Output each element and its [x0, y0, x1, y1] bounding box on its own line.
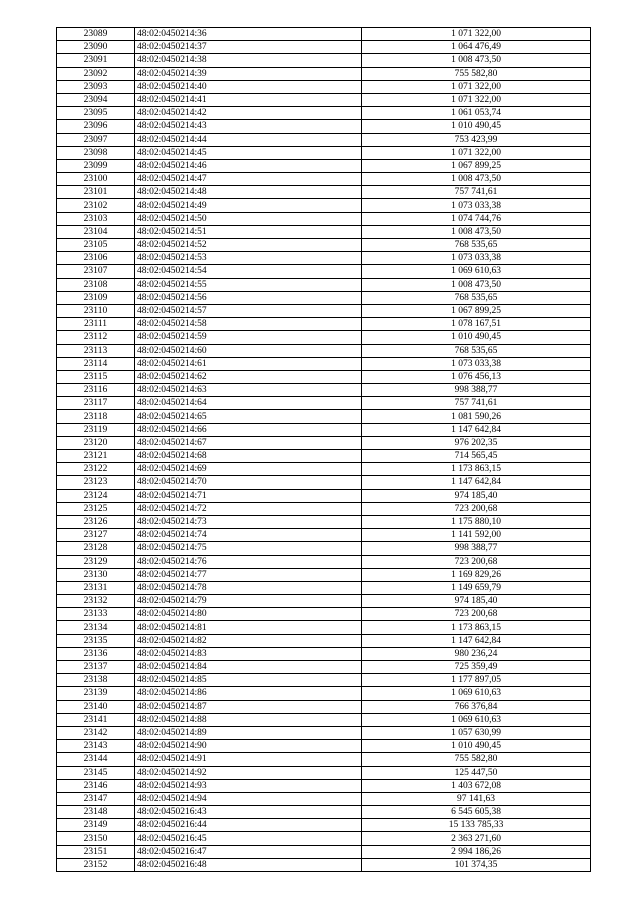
row-number-cell: 23129 [57, 555, 135, 568]
table-row [57, 529, 591, 542]
row-number-cell: 23114 [57, 357, 135, 370]
table-row [57, 291, 591, 304]
row-number-cell: 23145 [57, 766, 135, 779]
cadastral-value-cell: 1 010 490,45 [362, 120, 591, 133]
cadastral-number-cell: 48:02:0450214:71 [135, 489, 362, 502]
cadastral-number-cell: 48:02:0450214:94 [135, 792, 362, 805]
cadastral-number-cell: 48:02:0450214:93 [135, 779, 362, 792]
cadastral-number-cell: 48:02:0450214:56 [135, 291, 362, 304]
table-row [57, 542, 591, 555]
cadastral-value-cell: 980 236,24 [362, 647, 591, 660]
cadastral-value-cell: 2 363 271,60 [362, 832, 591, 845]
cadastral-number-cell: 48:02:0450214:76 [135, 555, 362, 568]
table-row [57, 779, 591, 792]
cadastral-value-cell: 1 147 642,84 [362, 476, 591, 489]
row-number-cell: 23138 [57, 674, 135, 687]
cadastral-number-cell: 48:02:0450214:54 [135, 265, 362, 278]
row-number-cell: 23104 [57, 225, 135, 238]
cadastral-value-cell: 723 200,68 [362, 502, 591, 515]
table-row [57, 832, 591, 845]
table-row [57, 120, 591, 133]
row-number-cell: 23121 [57, 450, 135, 463]
cadastral-number-cell: 48:02:0450216:47 [135, 845, 362, 858]
table-row [57, 67, 591, 80]
table-row [57, 41, 591, 54]
table-row [57, 647, 591, 660]
cadastral-number-cell: 48:02:0450214:73 [135, 515, 362, 528]
row-number-cell: 23089 [57, 28, 135, 41]
table-row [57, 502, 591, 515]
cadastral-value-cell: 1 008 473,50 [362, 173, 591, 186]
cadastral-value-cell: 1 169 829,26 [362, 568, 591, 581]
table-row [57, 766, 591, 779]
row-number-cell: 23115 [57, 370, 135, 383]
cadastral-number-cell: 48:02:0450216:44 [135, 819, 362, 832]
cadastral-value-cell: 768 535,65 [362, 239, 591, 252]
cadastral-number-cell: 48:02:0450216:43 [135, 806, 362, 819]
cadastral-number-cell: 48:02:0450214:41 [135, 93, 362, 106]
table-row [57, 344, 591, 357]
table-row [57, 568, 591, 581]
table-row [57, 634, 591, 647]
cadastral-number-cell: 48:02:0450214:70 [135, 476, 362, 489]
row-number-cell: 23151 [57, 845, 135, 858]
table-row [57, 199, 591, 212]
row-number-cell: 23125 [57, 502, 135, 515]
table-row [57, 450, 591, 463]
table-row [57, 278, 591, 291]
cadastral-value-cell: 1 071 322,00 [362, 93, 591, 106]
row-number-cell: 23107 [57, 265, 135, 278]
row-number-cell: 23137 [57, 661, 135, 674]
table-row [57, 806, 591, 819]
row-number-cell: 23106 [57, 252, 135, 265]
cadastral-number-cell: 48:02:0450214:51 [135, 225, 362, 238]
row-number-cell: 23140 [57, 700, 135, 713]
table-row [57, 515, 591, 528]
row-number-cell: 23126 [57, 515, 135, 528]
cadastral-value-cell: 125 447,50 [362, 766, 591, 779]
row-number-cell: 23099 [57, 159, 135, 172]
cadastral-number-cell: 48:02:0450214:81 [135, 621, 362, 634]
cadastral-number-cell: 48:02:0450214:85 [135, 674, 362, 687]
table-row [57, 28, 591, 41]
row-number-cell: 23136 [57, 647, 135, 660]
cadastral-value-cell: 2 994 186,26 [362, 845, 591, 858]
cadastral-value-cell: 1 147 642,84 [362, 423, 591, 436]
row-number-cell: 23094 [57, 93, 135, 106]
cadastral-value-cell: 976 202,35 [362, 436, 591, 449]
cadastral-value-cell: 768 535,65 [362, 291, 591, 304]
row-number-cell: 23098 [57, 146, 135, 159]
cadastral-number-cell: 48:02:0450214:57 [135, 304, 362, 317]
row-number-cell: 23124 [57, 489, 135, 502]
cadastral-value-cell: 1 173 863,15 [362, 621, 591, 634]
table-row [57, 436, 591, 449]
cadastral-value-cell: 1 081 590,26 [362, 410, 591, 423]
cadastral-value-cell: 1 067 899,25 [362, 304, 591, 317]
row-number-cell: 23109 [57, 291, 135, 304]
cadastral-value-cell: 15 133 785,33 [362, 819, 591, 832]
cadastral-value-cell: 1 061 053,74 [362, 107, 591, 120]
cadastral-number-cell: 48:02:0450214:38 [135, 54, 362, 67]
row-number-cell: 23113 [57, 344, 135, 357]
row-number-cell: 23128 [57, 542, 135, 555]
cadastral-number-cell: 48:02:0450214:50 [135, 212, 362, 225]
cadastral-number-cell: 48:02:0450214:39 [135, 67, 362, 80]
cadastral-value-cell: 1 071 322,00 [362, 80, 591, 93]
cadastral-value-cell: 1 069 610,63 [362, 713, 591, 726]
cadastral-number-cell: 48:02:0450214:46 [135, 159, 362, 172]
cadastral-value-cell: 1 073 033,38 [362, 357, 591, 370]
table-row [57, 581, 591, 594]
cadastral-number-cell: 48:02:0450214:91 [135, 753, 362, 766]
table-row [57, 819, 591, 832]
row-number-cell: 23103 [57, 212, 135, 225]
table-row [57, 687, 591, 700]
table-row [57, 753, 591, 766]
cadastral-value-cell: 998 388,77 [362, 542, 591, 555]
row-number-cell: 23150 [57, 832, 135, 845]
row-number-cell: 23095 [57, 107, 135, 120]
row-number-cell: 23120 [57, 436, 135, 449]
row-number-cell: 23149 [57, 819, 135, 832]
cadastral-value-cell: 1 073 033,38 [362, 252, 591, 265]
cadastral-value-cell: 1 010 490,45 [362, 331, 591, 344]
cadastral-value-cell: 1 149 659,79 [362, 581, 591, 594]
cadastral-value-cell: 755 582,80 [362, 753, 591, 766]
cadastral-value-cell: 714 565,45 [362, 450, 591, 463]
cadastral-value-cell: 723 200,68 [362, 608, 591, 621]
row-number-cell: 23118 [57, 410, 135, 423]
table-row [57, 239, 591, 252]
cadastral-number-cell: 48:02:0450214:45 [135, 146, 362, 159]
table-row [57, 265, 591, 278]
cadastral-number-cell: 48:02:0450214:52 [135, 239, 362, 252]
row-number-cell: 23112 [57, 331, 135, 344]
cadastral-number-cell: 48:02:0450214:63 [135, 384, 362, 397]
cadastral-value-cell: 757 741,61 [362, 397, 591, 410]
row-number-cell: 23152 [57, 858, 135, 871]
row-number-cell: 23141 [57, 713, 135, 726]
row-number-cell: 23133 [57, 608, 135, 621]
row-number-cell: 23102 [57, 199, 135, 212]
cadastral-value-cell: 723 200,68 [362, 555, 591, 568]
row-number-cell: 23130 [57, 568, 135, 581]
table-body [57, 28, 591, 872]
row-number-cell: 23139 [57, 687, 135, 700]
cadastral-number-cell: 48:02:0450214:47 [135, 173, 362, 186]
cadastral-value-cell: 1 078 167,51 [362, 318, 591, 331]
row-number-cell: 23119 [57, 423, 135, 436]
cadastral-value-cell: 1 010 490,45 [362, 740, 591, 753]
cadastral-number-cell: 48:02:0450214:58 [135, 318, 362, 331]
cadastral-number-cell: 48:02:0450214:92 [135, 766, 362, 779]
cadastral-value-cell: 755 582,80 [362, 67, 591, 80]
row-number-cell: 23123 [57, 476, 135, 489]
table-row [57, 397, 591, 410]
table-row [57, 740, 591, 753]
cadastral-number-cell: 48:02:0450214:88 [135, 713, 362, 726]
table-row [57, 186, 591, 199]
cadastral-number-cell: 48:02:0450216:48 [135, 858, 362, 871]
cadastral-number-cell: 48:02:0450214:40 [135, 80, 362, 93]
table-row [57, 463, 591, 476]
row-number-cell: 23147 [57, 792, 135, 805]
table-row [57, 80, 591, 93]
row-number-cell: 23093 [57, 80, 135, 93]
table-row [57, 674, 591, 687]
table-row [57, 357, 591, 370]
table-row [57, 845, 591, 858]
cadastral-number-cell: 48:02:0450216:45 [135, 832, 362, 845]
row-number-cell: 23105 [57, 239, 135, 252]
cadastral-number-cell: 48:02:0450214:44 [135, 133, 362, 146]
row-number-cell: 23146 [57, 779, 135, 792]
cadastral-value-cell: 1 147 642,84 [362, 634, 591, 647]
table-row [57, 252, 591, 265]
table-row [57, 107, 591, 120]
table-row [57, 476, 591, 489]
table-row [57, 621, 591, 634]
row-number-cell: 23134 [57, 621, 135, 634]
cadastral-number-cell: 48:02:0450214:77 [135, 568, 362, 581]
cadastral-value-cell: 1 008 473,50 [362, 54, 591, 67]
row-number-cell: 23116 [57, 384, 135, 397]
cadastral-number-cell: 48:02:0450214:66 [135, 423, 362, 436]
cadastral-number-cell: 48:02:0450214:82 [135, 634, 362, 647]
cadastral-value-cell: 6 545 605,38 [362, 806, 591, 819]
cadastral-number-cell: 48:02:0450214:69 [135, 463, 362, 476]
cadastral-number-cell: 48:02:0450214:61 [135, 357, 362, 370]
table-row [57, 423, 591, 436]
cadastral-value-cell: 1 173 863,15 [362, 463, 591, 476]
cadastral-number-cell: 48:02:0450214:89 [135, 726, 362, 739]
row-number-cell: 23091 [57, 54, 135, 67]
cadastral-value-cell: 1 069 610,63 [362, 265, 591, 278]
table-row [57, 595, 591, 608]
cadastral-value-cell: 974 185,40 [362, 489, 591, 502]
row-number-cell: 23148 [57, 806, 135, 819]
cadastral-value-cell: 1 071 322,00 [362, 146, 591, 159]
row-number-cell: 23127 [57, 529, 135, 542]
row-number-cell: 23135 [57, 634, 135, 647]
row-number-cell: 23108 [57, 278, 135, 291]
row-number-cell: 23142 [57, 726, 135, 739]
table-row [57, 159, 591, 172]
table-row [57, 410, 591, 423]
cadastral-number-cell: 48:02:0450214:90 [135, 740, 362, 753]
cadastral-value-cell: 1 177 897,05 [362, 674, 591, 687]
cadastral-value-cell: 766 376,84 [362, 700, 591, 713]
cadastral-number-cell: 48:02:0450214:59 [135, 331, 362, 344]
cadastral-value-cell: 753 423,99 [362, 133, 591, 146]
row-number-cell: 23097 [57, 133, 135, 146]
table-row [57, 726, 591, 739]
cadastral-value-cell: 1 175 880,10 [362, 515, 591, 528]
row-number-cell: 23092 [57, 67, 135, 80]
row-number-cell: 23101 [57, 186, 135, 199]
cadastral-value-cell: 1 071 322,00 [362, 28, 591, 41]
cadastral-value-cell: 757 741,61 [362, 186, 591, 199]
row-number-cell: 23131 [57, 581, 135, 594]
table-row [57, 212, 591, 225]
table-row [57, 608, 591, 621]
cadastral-number-cell: 48:02:0450214:42 [135, 107, 362, 120]
table-row [57, 858, 591, 871]
cadastral-value-cell: 1 141 592,00 [362, 529, 591, 542]
cadastral-number-cell: 48:02:0450214:79 [135, 595, 362, 608]
row-number-cell: 23090 [57, 41, 135, 54]
cadastral-number-cell: 48:02:0450214:48 [135, 186, 362, 199]
table-row [57, 133, 591, 146]
cadastral-number-cell: 48:02:0450214:67 [135, 436, 362, 449]
cadastral-number-cell: 48:02:0450214:72 [135, 502, 362, 515]
cadastral-number-cell: 48:02:0450214:43 [135, 120, 362, 133]
table-row [57, 225, 591, 238]
cadastral-value-cell: 1 074 744,76 [362, 212, 591, 225]
cadastral-value-cell: 1 064 476,49 [362, 41, 591, 54]
table-row [57, 93, 591, 106]
table-row [57, 370, 591, 383]
cadastral-number-cell: 48:02:0450214:49 [135, 199, 362, 212]
cadastral-number-cell: 48:02:0450214:87 [135, 700, 362, 713]
cadastral-number-cell: 48:02:0450214:75 [135, 542, 362, 555]
row-number-cell: 23110 [57, 304, 135, 317]
cadastral-number-cell: 48:02:0450214:83 [135, 647, 362, 660]
cadastral-value-cell: 1 073 033,38 [362, 199, 591, 212]
table-row [57, 713, 591, 726]
cadastral-number-cell: 48:02:0450214:62 [135, 370, 362, 383]
table-row [57, 173, 591, 186]
cadastral-value-cell: 1 067 899,25 [362, 159, 591, 172]
table-row [57, 489, 591, 502]
table-row [57, 304, 591, 317]
row-number-cell: 23122 [57, 463, 135, 476]
cadastral-value-cell: 1 008 473,50 [362, 225, 591, 238]
table-row [57, 146, 591, 159]
cadastral-number-cell: 48:02:0450214:37 [135, 41, 362, 54]
row-number-cell: 23111 [57, 318, 135, 331]
cadastral-number-cell: 48:02:0450214:53 [135, 252, 362, 265]
row-number-cell: 23132 [57, 595, 135, 608]
cadastral-number-cell: 48:02:0450214:80 [135, 608, 362, 621]
cadastral-number-cell: 48:02:0450214:78 [135, 581, 362, 594]
cadastral-number-cell: 48:02:0450214:60 [135, 344, 362, 357]
row-number-cell: 23117 [57, 397, 135, 410]
table-row [57, 700, 591, 713]
table-row [57, 331, 591, 344]
cadastral-number-cell: 48:02:0450214:64 [135, 397, 362, 410]
row-number-cell: 23100 [57, 173, 135, 186]
cadastral-number-cell: 48:02:0450214:74 [135, 529, 362, 542]
table-row [57, 54, 591, 67]
cadastral-number-cell: 48:02:0450214:65 [135, 410, 362, 423]
cadastral-value-cell: 97 141,63 [362, 792, 591, 805]
table-row [57, 555, 591, 568]
cadastral-number-cell: 48:02:0450214:68 [135, 450, 362, 463]
table-row [57, 318, 591, 331]
cadastral-value-cell: 1 057 630,99 [362, 726, 591, 739]
cadastral-number-cell: 48:02:0450214:84 [135, 661, 362, 674]
cadastral-value-cell: 1 076 456,13 [362, 370, 591, 383]
cadastral-value-cell: 974 185,40 [362, 595, 591, 608]
cadastral-value-cell: 768 535,65 [362, 344, 591, 357]
row-number-cell: 23096 [57, 120, 135, 133]
table-row [57, 792, 591, 805]
cadastral-value-cell: 1 008 473,50 [362, 278, 591, 291]
cadastral-value-cell: 1 069 610,63 [362, 687, 591, 700]
table-row [57, 384, 591, 397]
cadastral-value-cell: 998 388,77 [362, 384, 591, 397]
cadastral-number-cell: 48:02:0450214:55 [135, 278, 362, 291]
cadastral-number-cell: 48:02:0450214:86 [135, 687, 362, 700]
cadastral-number-cell: 48:02:0450214:36 [135, 28, 362, 41]
cadastral-value-cell: 725 359,49 [362, 661, 591, 674]
cadastral-value-table [56, 27, 591, 872]
cadastral-value-cell: 101 374,35 [362, 858, 591, 871]
cadastral-value-cell: 1 403 672,08 [362, 779, 591, 792]
row-number-cell: 23143 [57, 740, 135, 753]
table-row [57, 661, 591, 674]
row-number-cell: 23144 [57, 753, 135, 766]
